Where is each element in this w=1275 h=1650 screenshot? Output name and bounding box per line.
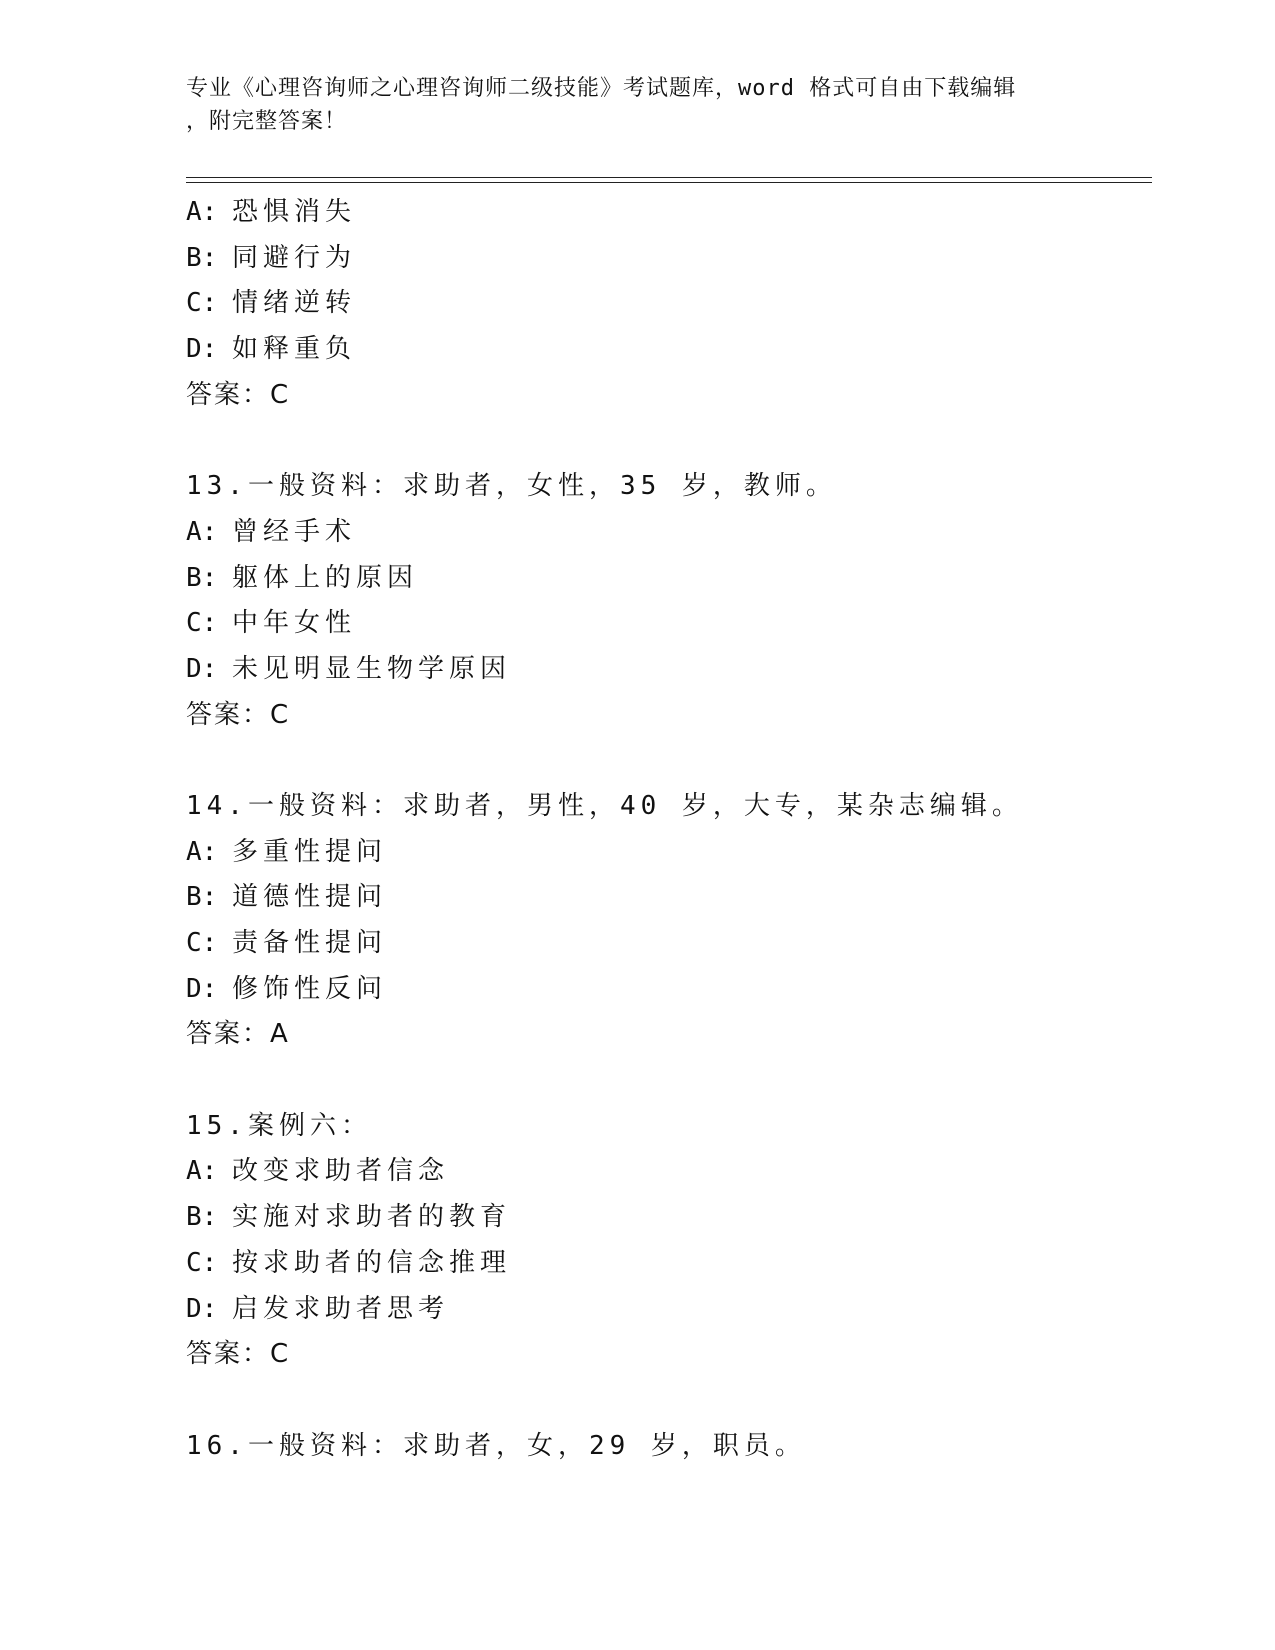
option-text: 责备性提问 [232,928,388,958]
document-header [186,72,1086,138]
option-letter: D: [186,334,218,365]
question-13 [186,464,1152,738]
option-letter: A: [186,197,218,227]
option-a [186,510,1152,556]
question-14 [186,784,1152,1058]
question-list [186,190,1152,1469]
option-letter: C: [186,288,218,319]
option-text: 曾经手术 [232,516,357,547]
header-divider-bottom [186,182,1152,183]
header-line-2: ，附完整答案！ [186,109,348,134]
answer-line: 答案：C [186,699,291,730]
option-letter: D: [186,1293,218,1324]
option-text: 道德性提问 [232,882,388,913]
option-text: 如释重负 [232,334,357,365]
option-d [186,1287,1152,1333]
option-b [186,556,1152,602]
header-divider-top [186,177,1152,178]
answer-line: 答案：C [186,379,291,410]
question-15 [186,1104,1152,1378]
option-a [186,190,1152,236]
option-text: 同避行为 [232,242,357,273]
spacer [186,1058,1152,1104]
option-b [186,875,1152,921]
spacer [186,418,1152,464]
option-text: 未见明显生物学原因 [232,653,512,684]
option-a [186,830,1152,876]
option-letter: D: [186,973,218,1004]
option-text: 按求助者的信念推理 [232,1247,512,1278]
option-d [186,327,1152,373]
option-letter: C: [186,608,218,639]
option-text: 恐惧消失 [232,197,357,227]
question-stem: 13.一般资料：求助者，女性，35 岁，教师。 [186,471,837,502]
option-letter: B: [186,562,218,593]
option-text: 情绪逆转 [232,288,357,319]
option-c [186,601,1152,647]
answer-line: 答案：A [186,1019,290,1050]
option-text: 修饰性反问 [232,973,388,1004]
option-text: 改变求助者信念 [232,1156,450,1187]
option-letter: A: [186,836,218,867]
question-16 [186,1424,1152,1470]
option-letter: B: [186,242,218,273]
spacer [186,1378,1152,1424]
option-letter: B: [186,882,218,913]
option-text: 多重性提问 [232,836,388,867]
option-letter: A: [186,1156,218,1187]
option-text: 启发求助者思考 [232,1293,450,1324]
question-stem: 15.案例六： [186,1110,372,1141]
spacer [186,738,1152,784]
option-letter: B: [186,1202,218,1233]
option-letter: D: [186,653,218,684]
question-stem: 16.一般资料：求助者，女，29 岁，职员。 [186,1430,806,1461]
question-stem: 14.一般资料：求助者，男性，40 岁，大专，某杂志编辑。 [186,790,1023,821]
header-line-1: 专业《心理咨询师之心理咨询师二级技能》考试题库，word 格式可自由下载编辑 [186,76,1017,101]
answer-line: 答案：C [186,1339,291,1370]
option-text: 实施对求助者的教育 [232,1202,512,1233]
option-a [186,1149,1152,1195]
option-letter: C: [186,928,218,958]
option-c [186,281,1152,327]
option-d [186,647,1152,693]
question-12 [186,190,1152,418]
option-b [186,1195,1152,1241]
option-text: 躯体上的原因 [232,562,419,593]
option-c [186,921,1152,967]
option-letter: C: [186,1247,218,1278]
option-b [186,236,1152,282]
option-letter: A: [186,516,218,547]
option-c [186,1241,1152,1287]
option-text: 中年女性 [232,608,357,639]
option-d [186,967,1152,1013]
